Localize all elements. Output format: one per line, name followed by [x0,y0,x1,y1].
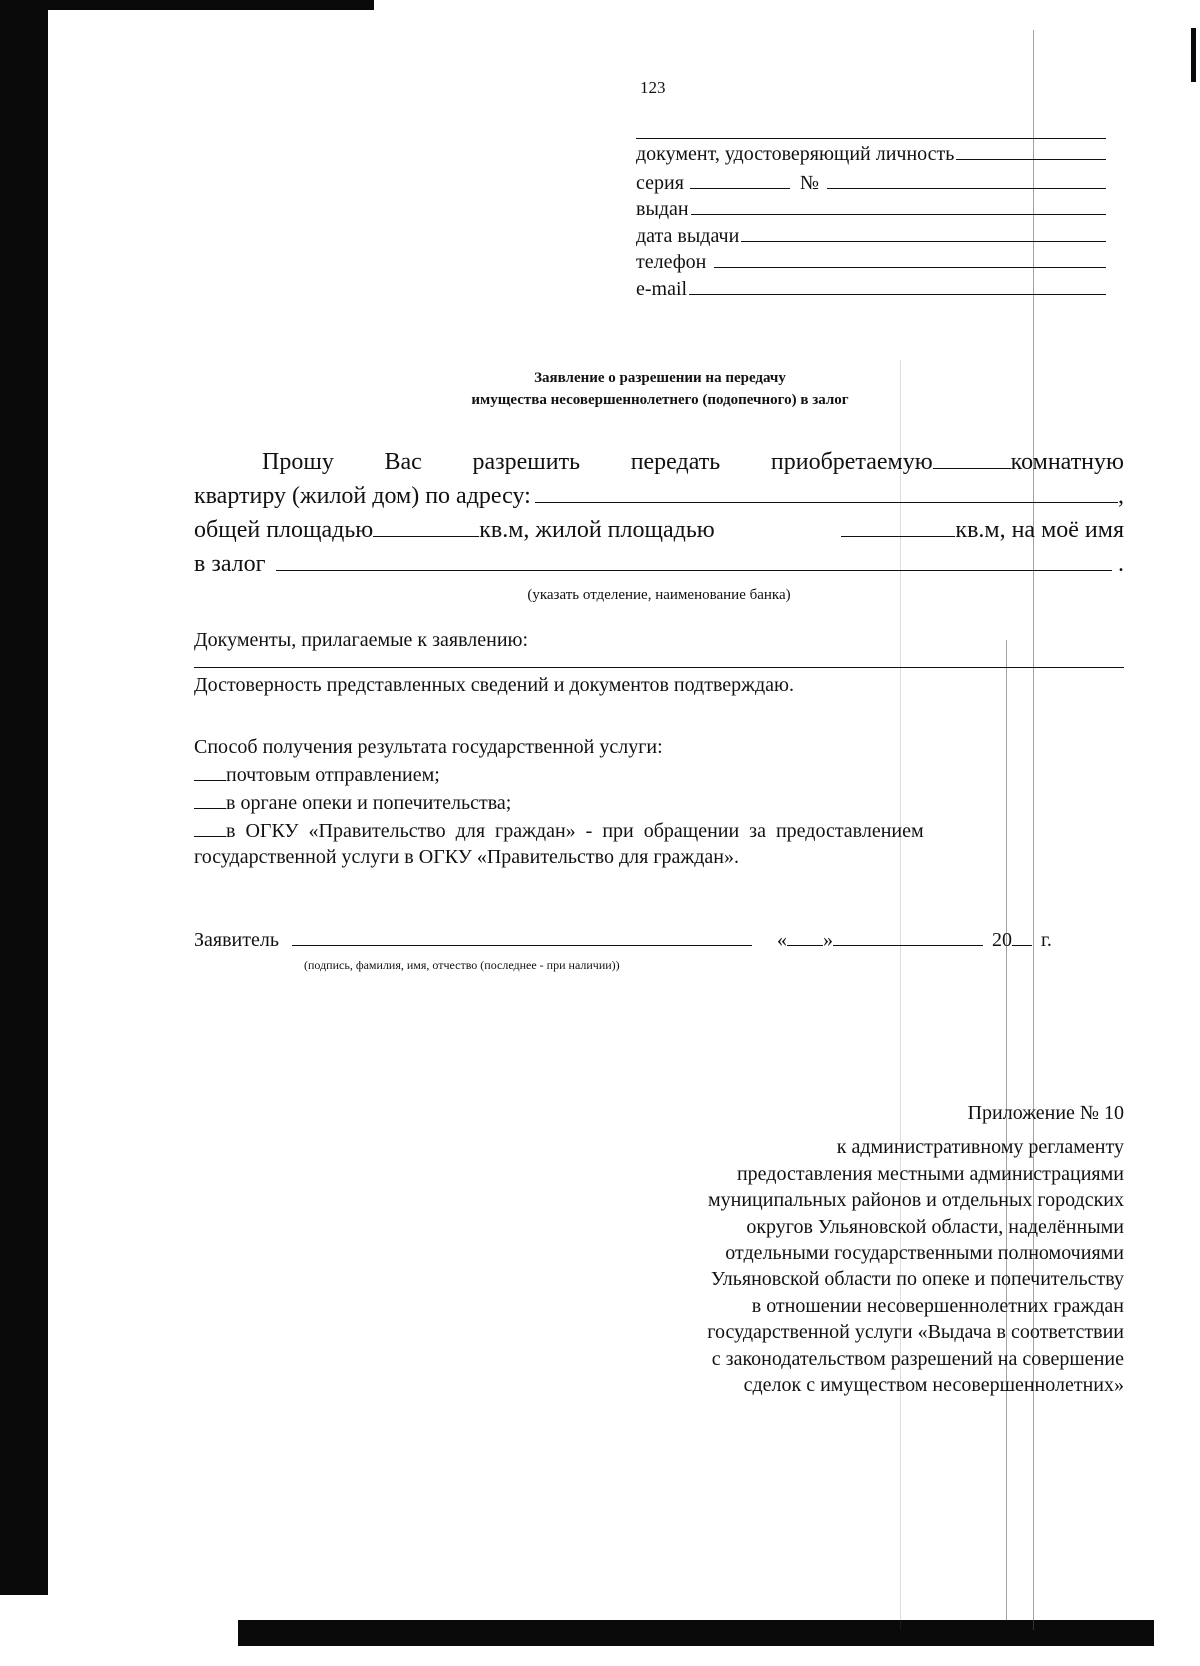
appendix-line: в отношении несовершеннолетних граждан [751,1294,1124,1317]
living-area-group [841,512,1124,546]
appendix-line: с законодательством разрешений на совершение [711,1347,1124,1370]
request-line-2 [194,478,1124,512]
total-area-group [194,512,715,546]
issue-date-field[interactable] [741,223,1106,242]
issued-by-label: выдан [636,198,689,220]
applicant-name-field[interactable] [636,130,1106,139]
scan-edge-bottom [238,1620,1154,1646]
pledge-label: в залог [194,551,266,577]
guardianship-checkbox[interactable] [194,788,226,809]
request-word: передать [630,449,721,475]
documents-section [194,627,1124,698]
rooms-group [771,444,1124,478]
month-field[interactable] [833,925,983,946]
bank-field[interactable] [276,546,1113,571]
delivery-section [194,734,1124,870]
confirmation-text: Достоверность представленных сведений и документов подтверждаю. [194,674,794,696]
email-row [636,276,1106,303]
title-line-1: Заявление о разрешении на передачу [534,370,786,386]
request-word: Вас [384,449,422,475]
ogku-option-label: в ОГКУ «Правительство для граждан» - при обращении за предоставлением [226,820,924,842]
page-number: 123 [640,78,666,97]
attached-docs-field[interactable] [194,653,1124,668]
signature-row [194,925,1094,952]
title-line-2: имущества несовершеннолетнего (подопечного) в залог [471,392,849,408]
appendix-line: предоставления местными администрациями [736,1162,1124,1185]
appendix-line: округов Ульяновской области, наделёнными [746,1215,1124,1238]
number-field[interactable] [827,170,1106,189]
close-quote: » [822,929,833,951]
delivery-heading: Способ получения результата государственной услуги: [194,736,663,758]
total-area-label: общей площадью [194,517,374,543]
bank-hint: (указать отделение, наименование банка) [527,587,791,603]
appendix-block [560,1100,1124,1398]
id-document-field[interactable] [956,141,1106,160]
delivery-option-mail [194,760,1124,788]
appendix-line: государственной услуги «Выдача в соответствии [707,1321,1124,1344]
total-area-field[interactable] [373,512,479,537]
phone-label: телефон [636,251,707,273]
series-field[interactable] [690,168,790,189]
issued-by-field[interactable] [691,196,1106,215]
id-document-row [636,141,1106,168]
rooms-count-field[interactable] [933,444,1011,469]
appendix-title: Приложение № 10 [967,1102,1124,1124]
scan-edge-left [0,0,48,1595]
appendix-line: сделок с имуществом несовершеннолетних» [743,1374,1124,1397]
issue-date-label: дата выдачи [636,224,740,247]
comma: , [1118,483,1124,509]
attached-docs-label: Документы, прилагаемые к заявлению: [194,629,529,651]
signature-field[interactable] [292,925,752,946]
mail-option-label: почтовым отправлением; [226,764,440,786]
period: . [1118,551,1124,577]
guardianship-option-label: в органе опеки и попечительства; [226,792,512,814]
series-row [636,168,1106,197]
year-prefix: 20 [991,929,1012,951]
appendix-line: к административному регламенту [836,1136,1124,1159]
id-document-label: документ, удостоверяющий личность [636,143,955,165]
year-field[interactable] [1012,925,1032,946]
request-word: Прошу [262,449,334,475]
request-paragraph [194,444,1124,611]
scan-edge-top [48,0,374,10]
signature-hint: (подпись, фамилия, имя, отчество (последнее - при наличии)) [304,958,620,972]
appendix-line: муниципальных районов и отдельных городских [707,1189,1124,1212]
address-label: квартиру (жилой дом) по адресу: [194,483,531,509]
living-area-label: кв.м, жилой площадью [479,517,715,543]
address-field[interactable] [535,478,1118,503]
email-field[interactable] [689,276,1106,295]
living-area-field[interactable] [841,512,955,537]
issued-by-row [636,196,1106,223]
phone-field[interactable] [714,249,1106,268]
appendix-line: отдельными государственными полномочиями [725,1242,1124,1265]
number-label: № [799,171,819,194]
series-label: серия [636,171,684,194]
document-title [300,367,1020,411]
scan-mark-right [1191,28,1196,82]
year-suffix: г. [1040,929,1052,951]
request-line-1 [194,444,1124,478]
delivery-option-ogku [194,816,1124,844]
request-line-3 [194,512,1124,546]
delivery-option-guardianship [194,788,1124,816]
request-line-4 [194,546,1124,580]
email-label: e-mail [636,277,688,300]
request-word: приобретаемую [770,449,933,475]
ogku-option-label-cont: государственной услуги в ОГКУ «Правительство для граждан». [194,846,739,868]
day-field[interactable] [787,925,823,946]
issue-date-row [636,223,1106,250]
ogku-checkbox[interactable] [194,816,226,837]
open-quote: « [776,929,787,951]
request-word: комнатную [1010,449,1124,475]
request-word: разрешить [472,449,581,475]
mail-checkbox[interactable] [194,760,226,781]
applicant-id-block [636,130,1106,302]
applicant-label: Заявитель [194,929,279,951]
appendix-line: Ульяновской области по опеке и попечительству [710,1268,1124,1291]
owner-label: кв.м, на моё имя [955,517,1124,543]
phone-row [636,249,1106,276]
